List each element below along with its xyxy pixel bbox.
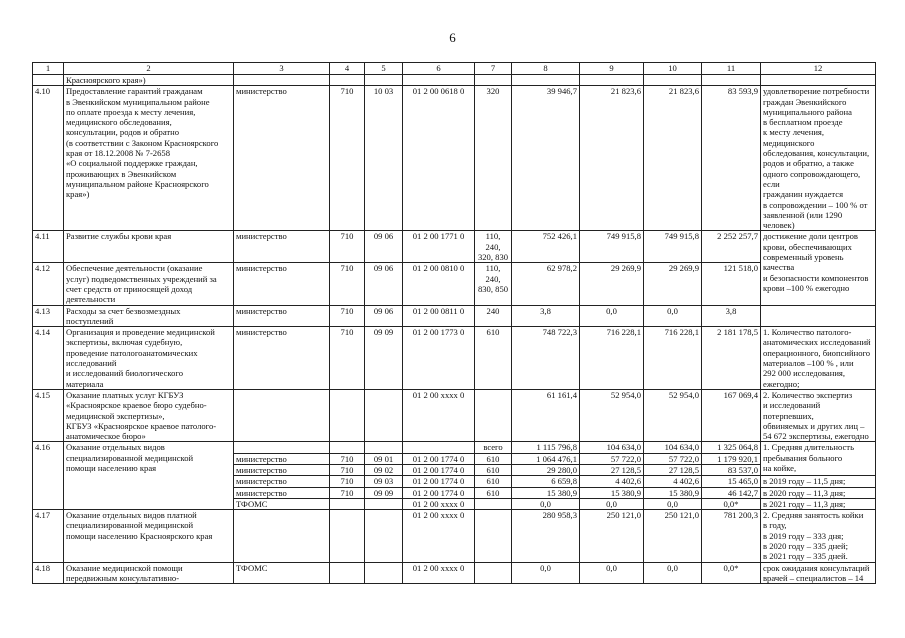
row-value-2021: 57 722,0: [644, 453, 702, 464]
row-value-total: 1 179 920,1: [702, 453, 761, 464]
table-row-4-15: [33, 389, 876, 441]
row-number: 4.16: [33, 442, 64, 510]
row-value-total: 2 181 178,5: [702, 327, 761, 390]
row-value-total: 83 537,0: [702, 464, 761, 475]
row-value-total: 2 252 257,7: [702, 231, 761, 263]
header-cell: 5: [365, 63, 403, 75]
header-cell: 2: [64, 63, 234, 75]
row-csr: 01 2 00 xxxx 0: [403, 498, 475, 509]
row-value-2021: 250 121,0: [644, 510, 702, 562]
row-result-line: в 2019 году – 11,5 дня;: [761, 476, 876, 487]
row-value-2019: 748 722,3: [512, 327, 580, 390]
row-value-2021: 4 402,6: [644, 476, 702, 487]
header-cell: 6: [403, 63, 475, 75]
row-value-2020: 104 634,0: [580, 442, 644, 453]
row-number: 4.15: [33, 389, 64, 441]
row-rzpr: 09 06: [365, 263, 403, 305]
table-row-4-17: [33, 510, 876, 562]
row-number: 4.14: [33, 327, 64, 390]
row-result: [761, 305, 876, 327]
row-value-2019: 1 115 796,8: [512, 442, 580, 453]
table-row-4-10: [33, 86, 876, 231]
row-value-total: 121 518,0: [702, 263, 761, 305]
header-cell: 10: [644, 63, 702, 75]
row-code: 710: [330, 476, 365, 487]
row-csr: 01 2 00 1773 0: [403, 327, 475, 390]
row-csr: 01 2 00 0618 0: [403, 86, 475, 231]
row-value-2021: 749 915,8: [644, 231, 702, 263]
row-value-total: 1 325 064,8: [702, 442, 761, 453]
row-value-2019: 39 946,7: [512, 86, 580, 231]
row-code: [330, 498, 365, 509]
header-cell: 1: [33, 63, 64, 75]
header-cell: 7: [475, 63, 512, 75]
row-result: 2. Средняя занятость койки в году, в 2019 году – 333 дня; в 2020 году – 335 дней; в 2021 году – 335 дней.: [761, 510, 876, 562]
row-value-2021: 52 954,0: [644, 389, 702, 441]
row-value-2021: 716 228,1: [644, 327, 702, 390]
row-value-2019: 6 659,8: [512, 476, 580, 487]
row-value-total: 83 593,9: [702, 86, 761, 231]
row-value-2020: 15 380,9: [580, 487, 644, 498]
row-number: 4.10: [33, 86, 64, 231]
row-value-2019: 62 978,2: [512, 263, 580, 305]
row-csr: [403, 442, 475, 453]
row-name: Предоставление гарантий гражданам в Эвенкийском муниципальном районе по оплате проезда к месту лечения, медицинского обследования, консультации, родов и обратно (в соответствии с Законом Красноярского края от 18.12.2008 № 7-2658 «О социальной поддержке граждан, проживающих в Эвенкийском муниципальном районе Красноярского края»): [64, 86, 234, 231]
page-number: 6: [449, 30, 456, 45]
row-vr: 610: [475, 464, 512, 475]
row-value-total: 15 465,0: [702, 476, 761, 487]
row-name: Организация и проведение медицинской экспертизы, включая судебную, проведение патологоанатомических исследований и исследований биологического материала: [64, 327, 234, 390]
continuation-name: Красноярского края»): [64, 75, 234, 86]
row-result-line: в 2021 году – 11,3 дня;: [761, 498, 876, 509]
row-value-2020: 749 915,8: [580, 231, 644, 263]
row-vr: 320: [475, 86, 512, 231]
row-value-2020: 4 402,6: [580, 476, 644, 487]
row-name: Оказание медицинской помощи передвижным консультативно-: [64, 562, 234, 584]
row-name: Оказание отдельных видов платной специализированной медицинской помощи населению Красноярского края: [64, 510, 234, 562]
row-rzpr: 09 09: [365, 487, 403, 498]
row-value-2019: 61 161,4: [512, 389, 580, 441]
row-grbs: министерство: [234, 305, 330, 327]
row-result-line: в 2020 году – 11,3 дня;: [761, 487, 876, 498]
row-value-2019: 3,8: [512, 305, 580, 327]
table-row-4-14: [33, 327, 876, 390]
row-name: Оказание отдельных видов специализированной медицинской помощи населению края: [64, 442, 234, 510]
row-number: 4.11: [33, 231, 64, 263]
row-name: Обеспечение деятельности (оказание услуг) подведомственных учреждений за счет средств от приносящей доход деятельности: [64, 263, 234, 305]
row-number: 4.13: [33, 305, 64, 327]
row-csr: 01 2 00 xxxx 0: [403, 389, 475, 441]
row-value-2020: 0,0: [580, 498, 644, 509]
table-row-4-12: [33, 263, 876, 305]
table-row-4-11: [33, 231, 876, 263]
row-code: 710: [330, 263, 365, 305]
row-csr: 01 2 00 1774 0: [403, 453, 475, 464]
row-csr: 01 2 00 0811 0: [403, 305, 475, 327]
header-cell: 3: [234, 63, 330, 75]
row-vr: 110, 240, 830, 850: [475, 263, 512, 305]
row-csr: 01 2 00 1774 0: [403, 464, 475, 475]
row-grbs: министерство: [234, 476, 330, 487]
row-grbs: министерство: [234, 231, 330, 263]
row-result: удовлетворение потребности граждан Эвенкийского муниципального района в бесплатном проезде к месту лечения, медицинского обследования, консультации, родов и обратно, а также одного сопровождающего, если гражданин нуждается в сопровождении – 100 % от заявленной (или 1290 человек): [761, 86, 876, 231]
row-code: 710: [330, 305, 365, 327]
row-value-total: 0,0*: [702, 562, 761, 584]
row-rzpr: 09 06: [365, 231, 403, 263]
row-grbs: ТФОМС: [234, 562, 330, 584]
row-number: 4.12: [33, 263, 64, 305]
row-code: 710: [330, 464, 365, 475]
row-value-2020: 0,0: [580, 562, 644, 584]
row-csr: 01 2 00 1771 0: [403, 231, 475, 263]
row-rzpr: 10 03: [365, 86, 403, 231]
header-cell: 12: [761, 63, 876, 75]
budget-table: [32, 62, 876, 584]
row-number: 4.18: [33, 562, 64, 584]
row-value-2019: 29 280,0: [512, 464, 580, 475]
row-vr: 240: [475, 305, 512, 327]
row-value-2020: 21 823,6: [580, 86, 644, 231]
row-value-2019: 0,0: [512, 498, 580, 509]
row-csr: 01 2 00 xxxx 0: [403, 562, 475, 584]
row-value-2019: 1 064 476,1: [512, 453, 580, 464]
header-cell: 8: [512, 63, 580, 75]
row-value-2019: 15 380,9: [512, 487, 580, 498]
row-value-2021: 15 380,9: [644, 487, 702, 498]
row-name: Развитие службы крови края: [64, 231, 234, 263]
table-row-4-16: [33, 442, 876, 453]
row-value-2021: 104 634,0: [644, 442, 702, 453]
row-code: 710: [330, 487, 365, 498]
table-row-4-13: [33, 305, 876, 327]
header-cell: 4: [330, 63, 365, 75]
row-value-total: 781 200,3: [702, 510, 761, 562]
row-name: Оказание платных услуг КГБУЗ «Красноярское краевое бюро судебно- медицинской экспертизы», КГБУЗ «Красноярское краевое патолого- анатомическое бюро»: [64, 389, 234, 441]
table-row-continuation: [33, 75, 876, 86]
row-value-total: 46 142,7: [702, 487, 761, 498]
header-cell: 11: [702, 63, 761, 75]
row-grbs: министерство: [234, 86, 330, 231]
row-vr: 610: [475, 476, 512, 487]
row-value-total: 3,8: [702, 305, 761, 327]
row-csr: 01 2 00 1774 0: [403, 487, 475, 498]
row-name: Расходы за счет безвозмездных поступлений: [64, 305, 234, 327]
row-rzpr: [365, 498, 403, 509]
row-rzpr: 09 01: [365, 453, 403, 464]
row-vr: 110, 240, 320, 830: [475, 231, 512, 263]
row-value-2021: 29 269,9: [644, 263, 702, 305]
row-value-total: 0,0*: [702, 498, 761, 509]
row-value-2019: 280 958,3: [512, 510, 580, 562]
row-grbs: министерство: [234, 453, 330, 464]
row-grbs: министерство: [234, 327, 330, 390]
row-value-2020: 29 269,9: [580, 263, 644, 305]
table-row-4-18: [33, 562, 876, 584]
row-result: 1. Средняя длительность пребывания больного на койке,: [761, 442, 876, 476]
row-value-2021: 27 128,5: [644, 464, 702, 475]
row-vr: 610: [475, 487, 512, 498]
row-grbs: министерство: [234, 464, 330, 475]
row-csr: 01 2 00 xxxx 0: [403, 510, 475, 562]
row-value-total: 167 069,4: [702, 389, 761, 441]
row-grbs: министерство: [234, 487, 330, 498]
row-value-2019: 752 426,1: [512, 231, 580, 263]
row-value-2020: 716 228,1: [580, 327, 644, 390]
row-code: 710: [330, 453, 365, 464]
header-row: [33, 63, 876, 75]
row-csr: 01 2 00 1774 0: [403, 476, 475, 487]
row-vr: 610: [475, 327, 512, 390]
row-code: 710: [330, 86, 365, 231]
row-value-2021: 0,0: [644, 498, 702, 509]
row-vr: всего: [475, 442, 512, 453]
row-value-2020: 250 121,0: [580, 510, 644, 562]
row-code: 710: [330, 231, 365, 263]
row-number: 4.17: [33, 510, 64, 562]
row-value-2021: 0,0: [644, 305, 702, 327]
row-value-2020: 27 128,5: [580, 464, 644, 475]
row-vr: [475, 498, 512, 509]
header-cell: 9: [580, 63, 644, 75]
row-grbs: ТФОМС: [234, 498, 330, 509]
row-value-2020: 57 722,0: [580, 453, 644, 464]
row-result: 1. Количество патолого- анатомических исследований операционного, биопсийного материалов –100 % , или 292 000 исследования, ежегодно;: [761, 327, 876, 390]
row-value-2021: 0,0: [644, 562, 702, 584]
row-rzpr: 09 06: [365, 305, 403, 327]
row-vr: 610: [475, 453, 512, 464]
row-result: достижение доли центров крови, обеспечивающих современный уровень качества и безопасности компонентов крови –100 % ежегодно: [761, 231, 876, 305]
row-result: срок ожидания консультаций врачей – специалистов – 14: [761, 562, 876, 584]
row-value-2020: 52 954,0: [580, 389, 644, 441]
row-value-2021: 21 823,6: [644, 86, 702, 231]
row-value-2019: 0,0: [512, 562, 580, 584]
row-rzpr: 09 09: [365, 327, 403, 390]
row-code: 710: [330, 327, 365, 390]
row-grbs: министерство: [234, 263, 330, 305]
row-result: 2. Количество экспертиз и исследований потерпевших, обвиняемых и других лиц – 54 672 экспертизы, ежегодно: [761, 389, 876, 441]
row-csr: 01 2 00 0810 0: [403, 263, 475, 305]
row-rzpr: 09 03: [365, 476, 403, 487]
row-rzpr: 09 02: [365, 464, 403, 475]
row-value-2020: 0,0: [580, 305, 644, 327]
